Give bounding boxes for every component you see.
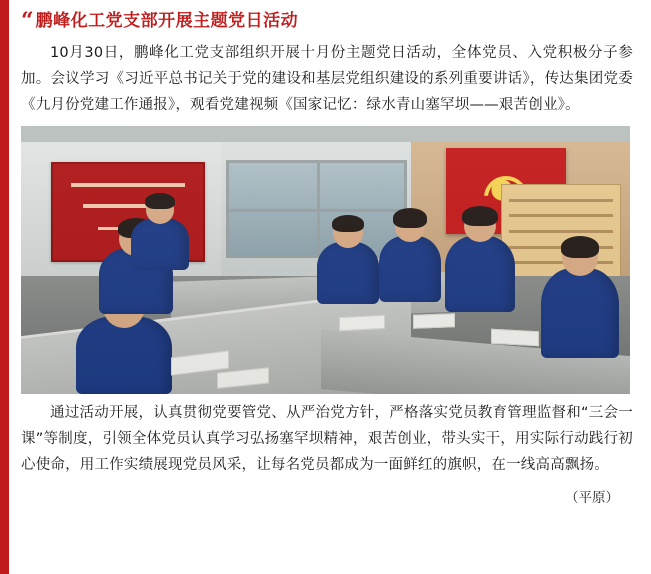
activity-photo — [21, 126, 630, 394]
photo-scene — [21, 126, 630, 394]
person-back-3 — [445, 236, 515, 312]
person-left-3 — [131, 218, 189, 270]
person-hair — [332, 215, 364, 232]
window-mullion-horizontal — [229, 209, 404, 212]
quote-mark-icon: “ — [21, 8, 32, 34]
banner-text-line-1 — [71, 183, 185, 187]
left-accent-bar — [0, 0, 9, 574]
poster-line-1 — [509, 199, 613, 202]
paragraph-1: 10月30日，鹏峰化工党支部组织开展十月份主题党日活动，全体党员、入党积极分子参加。会议学习《习近平总书记关于党的建设和基层党组织建设的系列重要讲话》，传达集团党委《九月份党建工作通报》，观看党建视频《国家记忆：绿水青山塞罕坝——艰苦创业》。 — [21, 45, 633, 113]
person-hair — [393, 208, 427, 228]
person-right-front — [541, 268, 619, 358]
person-back-2 — [379, 236, 441, 302]
person-hair — [145, 193, 175, 209]
document-content — [9, 0, 651, 574]
person-hair — [561, 236, 599, 258]
page-title: 鹏峰化工党支部开展主题党日活动 — [35, 11, 299, 31]
paper-4 — [491, 329, 539, 347]
poster-line-2 — [509, 214, 613, 217]
title-row — [21, 10, 637, 32]
author-signature: （平原） — [565, 490, 619, 506]
paragraph-2: 通过活动开展，认真贯彻党要管党、从严治党方针，严格落实党员教育管理监督和“三会一课”等制度，引领全体党员认真学习弘扬塞罕坝精神，艰苦创业，带头实干，用实际行动践行初心使命，用工作实绩展现党员风采，让每名党员都成为一面鲜红的旗帜，在一线高高飘扬。 — [21, 405, 633, 473]
person-back-1 — [317, 242, 379, 304]
window — [226, 160, 407, 258]
person-hair — [462, 206, 498, 226]
ceiling — [21, 126, 630, 142]
paper-3 — [413, 313, 455, 328]
poster-line-3 — [509, 230, 613, 233]
paper-2 — [339, 315, 385, 331]
person-foreground-left — [76, 316, 172, 394]
